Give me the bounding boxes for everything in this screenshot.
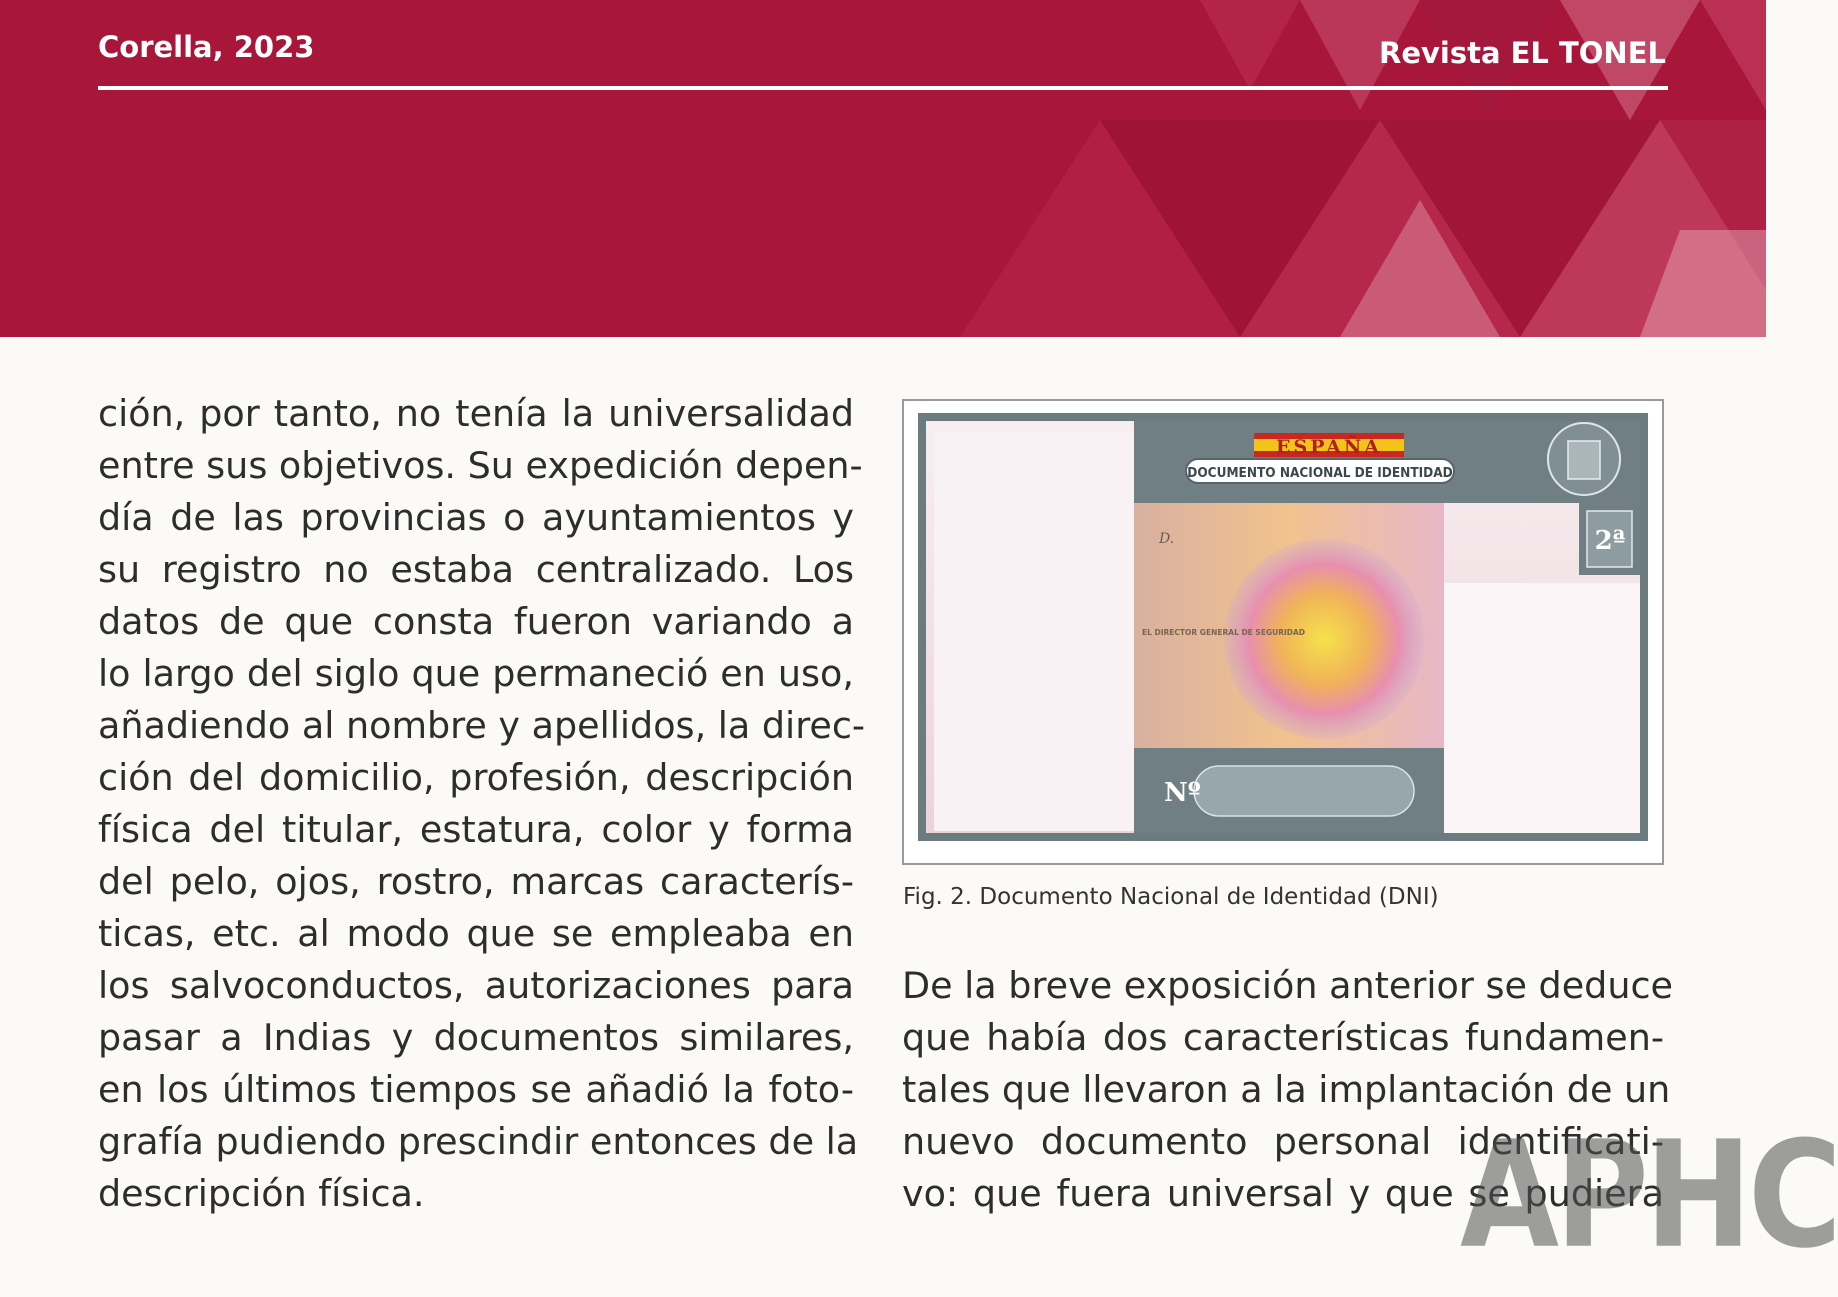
card-left-panel [934,431,1134,831]
card-series: 2ª [1594,526,1626,556]
text-line: del pelo, ojos, rostro, marcas caracterís- [98,860,854,903]
text-line: ticas, etc. al modo que se empleaba en [98,912,854,955]
watermark-logo: APHC [1460,1110,1838,1282]
card-doc-title: DOCUMENTO NACIONAL DE IDENTIDAD [1187,465,1453,481]
text-line: lo largo del siglo que permaneció en uso, [98,652,854,695]
text-line: ción del domicilio, profesión, descripción [98,756,854,799]
text-line: vo: que fuera universal y que se pudiera [902,1172,1664,1215]
card-number-label: Nº [1164,778,1201,808]
header-location-year: Corella, 2023 [98,30,315,64]
text-line: datos de que consta fueron variando a [98,600,854,643]
text-line: ción, por tanto, no tenía la universalidad [98,392,854,435]
header-divider [98,86,1668,90]
text-line: pasar a Indias y documentos similares, [98,1016,854,1059]
text-line: De la breve exposición anterior se deduce [902,964,1673,1007]
card-director-label: EL DIRECTOR GENERAL DE SEGURIDAD [1142,628,1306,637]
card-d-label: D. [1159,531,1175,547]
header-magazine-title: Revista EL TONEL [1378,36,1666,70]
card-right-panel [1444,583,1640,833]
text-line: los salvoconductos, autorizaciones para [98,964,854,1007]
text-line: tales que llevaron a la implantación de un [902,1068,1671,1111]
dni-figure [902,399,1664,865]
text-line: su registro no estaba centralizado. Los [98,548,854,591]
card-rosette [1224,539,1424,739]
header-banner [0,0,1766,337]
text-line: añadiendo al nombre y apellidos, la direc- [98,704,866,747]
text-line: que había dos características fundamen- [902,1016,1664,1059]
card-country: ESPAÑA [1276,436,1382,458]
text-line: entre sus objetivos. Su expedición depen- [98,444,863,487]
text-line: descripción física. [98,1172,425,1215]
dni-card-image [904,401,1662,863]
figure-caption: Fig. 2. Documento Nacional de Identidad (DNI) [903,884,1439,910]
left-column-text [98,388,866,1220]
text-line: grafía pudiendo prescindir entonces de la [98,1120,859,1163]
text-line: nuevo documento personal identificati- [902,1120,1664,1163]
text-line: física del titular, estatura, color y forma [98,808,854,851]
text-line: en los últimos tiempos se añadió la foto- [98,1068,854,1111]
text-line: día de las provincias o ayuntamientos y [98,496,854,539]
